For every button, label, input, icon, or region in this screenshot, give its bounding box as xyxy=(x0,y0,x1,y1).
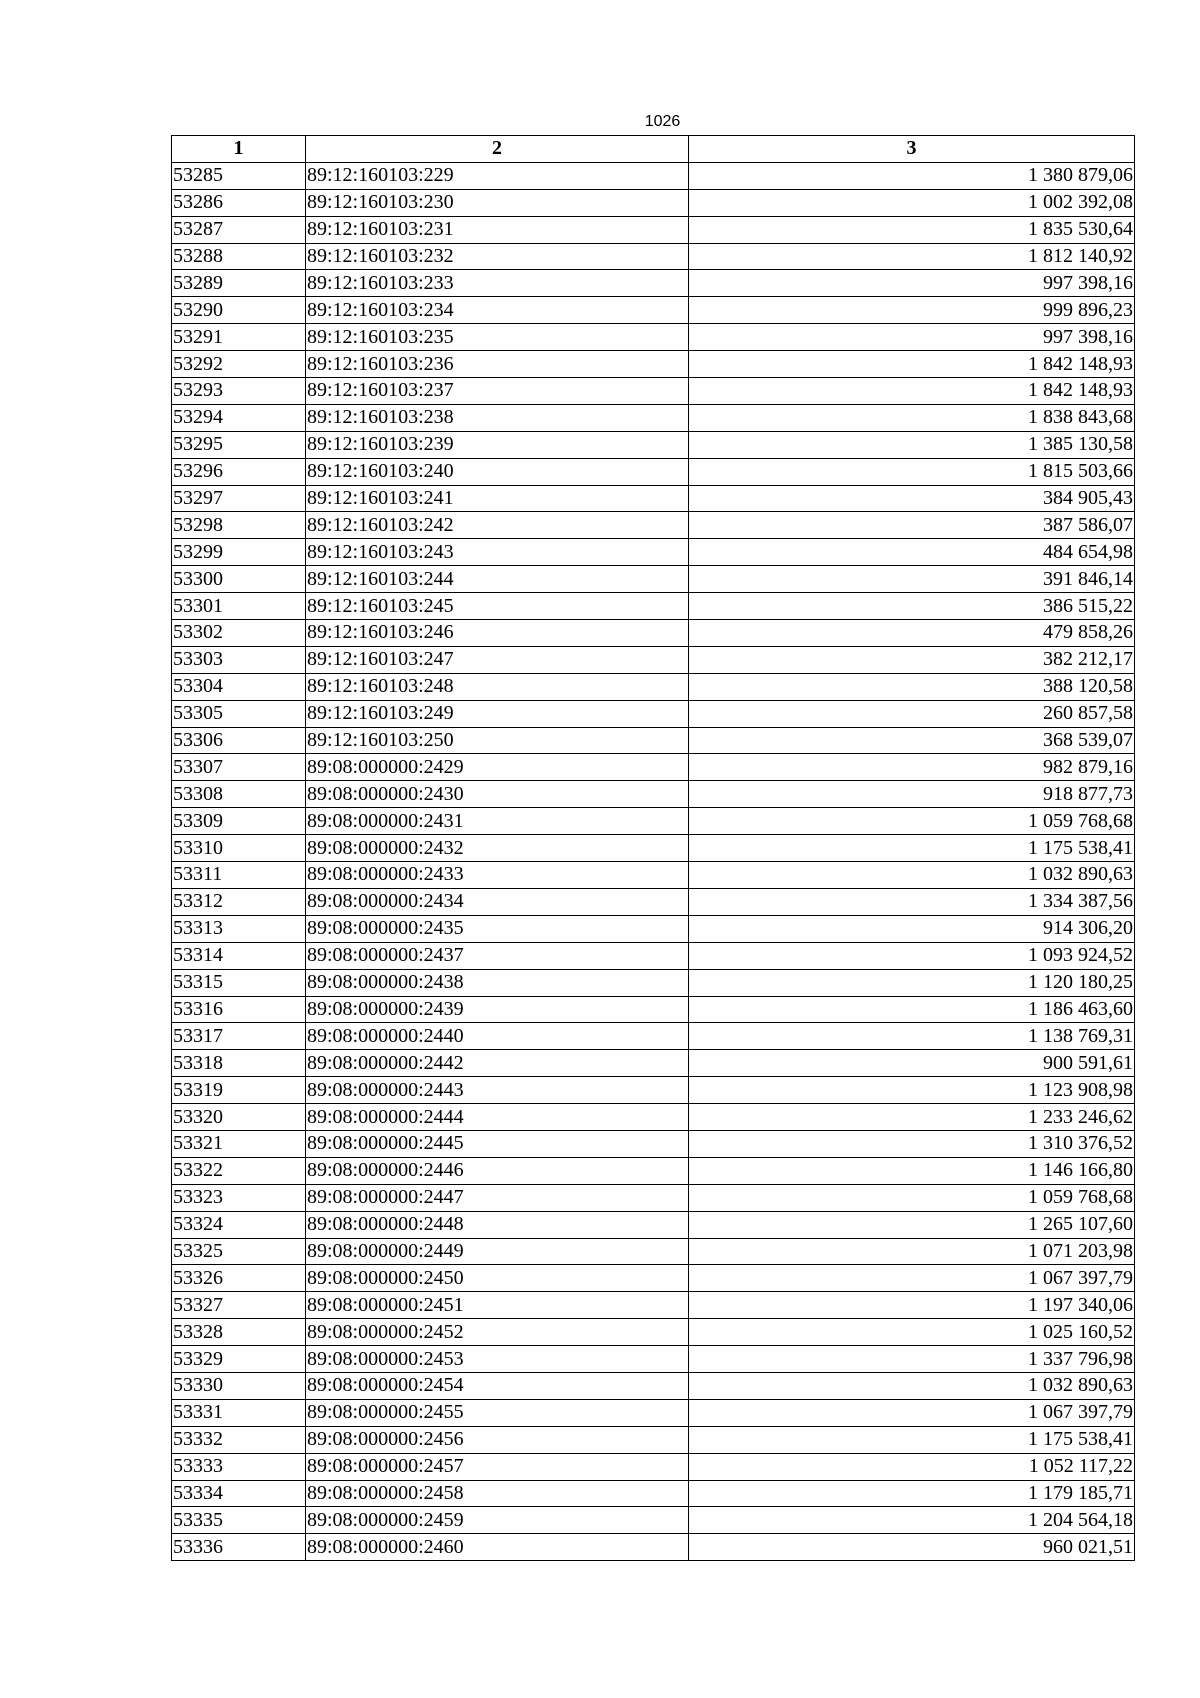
row-number-cell: 53329 xyxy=(172,1346,306,1373)
table-row xyxy=(172,270,1135,297)
cadastral-number-cell: 89:12:160103:248 xyxy=(306,673,689,700)
row-number-cell: 53299 xyxy=(172,539,306,566)
row-number-cell: 53321 xyxy=(172,1130,306,1157)
row-number-cell: 53304 xyxy=(172,673,306,700)
cadastral-number-cell: 89:08:000000:2453 xyxy=(306,1346,689,1373)
row-number-cell: 53314 xyxy=(172,942,306,969)
table-header-row xyxy=(172,136,1135,163)
column-header-1: 1 xyxy=(172,136,306,163)
row-number-cell: 53324 xyxy=(172,1211,306,1238)
page-number: 1026 xyxy=(644,113,681,130)
cadastral-number-cell: 89:12:160103:249 xyxy=(306,700,689,727)
cadastral-value-cell: 999 896,23 xyxy=(689,297,1135,324)
cadastral-value-cell: 982 879,16 xyxy=(689,754,1135,781)
cadastral-value-cell: 1 093 924,52 xyxy=(689,942,1135,969)
cadastral-value-cell: 1 265 107,60 xyxy=(689,1211,1135,1238)
table-row xyxy=(172,1130,1135,1157)
row-number-cell: 53333 xyxy=(172,1453,306,1480)
cadastral-number-cell: 89:12:160103:246 xyxy=(306,620,689,647)
table-row xyxy=(172,566,1135,593)
cadastral-number-cell: 89:12:160103:230 xyxy=(306,189,689,216)
table-row xyxy=(172,942,1135,969)
table-row xyxy=(172,1319,1135,1346)
cadastral-number-cell: 89:12:160103:247 xyxy=(306,646,689,673)
cadastral-value-cell: 260 857,58 xyxy=(689,700,1135,727)
cadastral-value-cell: 1 059 768,68 xyxy=(689,1184,1135,1211)
cadastral-number-cell: 89:08:000000:2457 xyxy=(306,1453,689,1480)
row-number-cell: 53306 xyxy=(172,727,306,754)
cadastral-value-cell: 1 025 160,52 xyxy=(689,1319,1135,1346)
table-row xyxy=(172,1507,1135,1534)
row-number-cell: 53328 xyxy=(172,1319,306,1346)
cadastral-value-cell: 1 179 185,71 xyxy=(689,1480,1135,1507)
cadastral-number-cell: 89:08:000000:2456 xyxy=(306,1426,689,1453)
table-row xyxy=(172,754,1135,781)
table-row xyxy=(172,404,1135,431)
row-number-cell: 53317 xyxy=(172,1023,306,1050)
row-number-cell: 53332 xyxy=(172,1426,306,1453)
row-number-cell: 53290 xyxy=(172,297,306,324)
table-row xyxy=(172,1534,1135,1561)
cadastral-number-cell: 89:12:160103:242 xyxy=(306,512,689,539)
cadastral-value-cell: 1 385 130,58 xyxy=(689,431,1135,458)
table-row xyxy=(172,216,1135,243)
row-number-cell: 53287 xyxy=(172,216,306,243)
cadastral-value-cell: 1 002 392,08 xyxy=(689,189,1135,216)
cadastral-value-cell: 1 815 503,66 xyxy=(689,458,1135,485)
table-row xyxy=(172,512,1135,539)
cadastral-value-cell: 1 334 387,56 xyxy=(689,888,1135,915)
column-header-3: 3 xyxy=(689,136,1135,163)
cadastral-number-cell: 89:08:000000:2449 xyxy=(306,1238,689,1265)
cadastral-value-cell: 391 846,14 xyxy=(689,566,1135,593)
cadastral-number-cell: 89:08:000000:2435 xyxy=(306,915,689,942)
cadastral-number-cell: 89:08:000000:2447 xyxy=(306,1184,689,1211)
table-row xyxy=(172,835,1135,862)
cadastral-number-cell: 89:12:160103:243 xyxy=(306,539,689,566)
cadastral-value-cell: 368 539,07 xyxy=(689,727,1135,754)
cadastral-value-cell: 1 842 148,93 xyxy=(689,378,1135,405)
table-row xyxy=(172,1157,1135,1184)
table-row xyxy=(172,996,1135,1023)
table-row xyxy=(172,1453,1135,1480)
table-row xyxy=(172,727,1135,754)
row-number-cell: 53319 xyxy=(172,1077,306,1104)
cadastral-value-cell: 1 337 796,98 xyxy=(689,1346,1135,1373)
table-row xyxy=(172,1292,1135,1319)
cadastral-value-cell: 386 515,22 xyxy=(689,593,1135,620)
cadastral-number-cell: 89:08:000000:2458 xyxy=(306,1480,689,1507)
row-number-cell: 53294 xyxy=(172,404,306,431)
cadastral-value-cell: 1 175 538,41 xyxy=(689,1426,1135,1453)
cadastral-number-cell: 89:12:160103:241 xyxy=(306,485,689,512)
cadastral-value-cell: 1 310 376,52 xyxy=(689,1130,1135,1157)
cadastral-value-cell: 382 212,17 xyxy=(689,646,1135,673)
cadastral-number-cell: 89:08:000000:2455 xyxy=(306,1399,689,1426)
table-row xyxy=(172,162,1135,189)
row-number-cell: 53297 xyxy=(172,485,306,512)
cadastral-value-cell: 1 146 166,80 xyxy=(689,1157,1135,1184)
row-number-cell: 53335 xyxy=(172,1507,306,1534)
table-row xyxy=(172,1184,1135,1211)
table-row xyxy=(172,593,1135,620)
cadastral-number-cell: 89:12:160103:231 xyxy=(306,216,689,243)
table-row xyxy=(172,324,1135,351)
cadastral-number-cell: 89:08:000000:2430 xyxy=(306,781,689,808)
cadastral-number-cell: 89:08:000000:2450 xyxy=(306,1265,689,1292)
row-number-cell: 53303 xyxy=(172,646,306,673)
row-number-cell: 53308 xyxy=(172,781,306,808)
table-row xyxy=(172,969,1135,996)
table-row xyxy=(172,539,1135,566)
cadastral-value-cell: 1 204 564,18 xyxy=(689,1507,1135,1534)
cadastral-value-cell: 1 175 538,41 xyxy=(689,835,1135,862)
cadastral-number-cell: 89:12:160103:235 xyxy=(306,324,689,351)
cadastral-value-cell: 1 067 397,79 xyxy=(689,1265,1135,1292)
cadastral-number-cell: 89:12:160103:237 xyxy=(306,378,689,405)
row-number-cell: 53312 xyxy=(172,888,306,915)
cadastral-number-cell: 89:12:160103:236 xyxy=(306,351,689,378)
row-number-cell: 53302 xyxy=(172,620,306,647)
row-number-cell: 53327 xyxy=(172,1292,306,1319)
table-row xyxy=(172,1023,1135,1050)
table-row xyxy=(172,700,1135,727)
table-row xyxy=(172,485,1135,512)
cadastral-number-cell: 89:08:000000:2432 xyxy=(306,835,689,862)
table-row xyxy=(172,189,1135,216)
table-row xyxy=(172,781,1135,808)
cadastral-value-cell: 1 835 530,64 xyxy=(689,216,1135,243)
row-number-cell: 53326 xyxy=(172,1265,306,1292)
row-number-cell: 53285 xyxy=(172,162,306,189)
row-number-cell: 53313 xyxy=(172,915,306,942)
row-number-cell: 53289 xyxy=(172,270,306,297)
cadastral-value-cell: 1 120 180,25 xyxy=(689,969,1135,996)
table-row xyxy=(172,351,1135,378)
row-number-cell: 53300 xyxy=(172,566,306,593)
cadastral-number-cell: 89:08:000000:2437 xyxy=(306,942,689,969)
row-number-cell: 53296 xyxy=(172,458,306,485)
cadastral-number-cell: 89:08:000000:2433 xyxy=(306,862,689,889)
cadastral-value-cell: 960 021,51 xyxy=(689,1534,1135,1561)
table-row xyxy=(172,1399,1135,1426)
table-row xyxy=(172,1104,1135,1131)
cadastral-number-cell: 89:08:000000:2460 xyxy=(306,1534,689,1561)
row-number-cell: 53334 xyxy=(172,1480,306,1507)
row-number-cell: 53293 xyxy=(172,378,306,405)
row-number-cell: 53298 xyxy=(172,512,306,539)
cadastral-number-cell: 89:12:160103:238 xyxy=(306,404,689,431)
cadastral-number-cell: 89:08:000000:2446 xyxy=(306,1157,689,1184)
cadastral-value-cell: 1 052 117,22 xyxy=(689,1453,1135,1480)
cadastral-value-cell: 1 197 340,06 xyxy=(689,1292,1135,1319)
cadastral-number-cell: 89:12:160103:234 xyxy=(306,297,689,324)
cadastral-value-cell: 484 654,98 xyxy=(689,539,1135,566)
table-row xyxy=(172,673,1135,700)
table-row xyxy=(172,1211,1135,1238)
row-number-cell: 53309 xyxy=(172,808,306,835)
table-row xyxy=(172,862,1135,889)
cadastral-number-cell: 89:08:000000:2438 xyxy=(306,969,689,996)
cadastral-value-cell: 1 380 879,06 xyxy=(689,162,1135,189)
cadastral-number-cell: 89:08:000000:2448 xyxy=(306,1211,689,1238)
table-row xyxy=(172,646,1135,673)
row-number-cell: 53301 xyxy=(172,593,306,620)
table-row xyxy=(172,431,1135,458)
cadastral-value-cell: 1 186 463,60 xyxy=(689,996,1135,1023)
cadastral-number-cell: 89:12:160103:240 xyxy=(306,458,689,485)
table-row xyxy=(172,243,1135,270)
cadastral-value-cell: 1 067 397,79 xyxy=(689,1399,1135,1426)
cadastral-number-cell: 89:08:000000:2442 xyxy=(306,1050,689,1077)
cadastral-value-cell: 1 842 148,93 xyxy=(689,351,1135,378)
cadastral-number-cell: 89:08:000000:2443 xyxy=(306,1077,689,1104)
cadastral-number-cell: 89:12:160103:250 xyxy=(306,727,689,754)
cadastral-number-cell: 89:12:160103:239 xyxy=(306,431,689,458)
cadastral-value-cell: 1 032 890,63 xyxy=(689,1372,1135,1399)
row-number-cell: 53310 xyxy=(172,835,306,862)
table-row xyxy=(172,620,1135,647)
table-row xyxy=(172,458,1135,485)
cadastral-value-cell: 1 138 769,31 xyxy=(689,1023,1135,1050)
cadastral-value-cell: 1 123 908,98 xyxy=(689,1077,1135,1104)
cadastral-value-cell: 1 233 246,62 xyxy=(689,1104,1135,1131)
cadastral-number-cell: 89:12:160103:233 xyxy=(306,270,689,297)
row-number-cell: 53322 xyxy=(172,1157,306,1184)
cadastral-value-cell: 479 858,26 xyxy=(689,620,1135,647)
cadastral-value-cell: 997 398,16 xyxy=(689,324,1135,351)
row-number-cell: 53292 xyxy=(172,351,306,378)
table-row xyxy=(172,1346,1135,1373)
table-row xyxy=(172,1426,1135,1453)
cadastral-number-cell: 89:08:000000:2451 xyxy=(306,1292,689,1319)
row-number-cell: 53288 xyxy=(172,243,306,270)
row-number-cell: 53305 xyxy=(172,700,306,727)
table-row xyxy=(172,297,1135,324)
cadastral-number-cell: 89:12:160103:244 xyxy=(306,566,689,593)
table-row xyxy=(172,915,1135,942)
cadastral-value-cell: 918 877,73 xyxy=(689,781,1135,808)
cadastral-value-cell: 1 838 843,68 xyxy=(689,404,1135,431)
cadastral-number-cell: 89:12:160103:229 xyxy=(306,162,689,189)
table-row xyxy=(172,808,1135,835)
cadastral-value-cell: 384 905,43 xyxy=(689,485,1135,512)
cadastral-number-cell: 89:08:000000:2444 xyxy=(306,1104,689,1131)
cadastral-value-cell: 1 812 140,92 xyxy=(689,243,1135,270)
cadastral-value-cell: 997 398,16 xyxy=(689,270,1135,297)
row-number-cell: 53336 xyxy=(172,1534,306,1561)
table-row xyxy=(172,1077,1135,1104)
table-row xyxy=(172,888,1135,915)
cadastral-value-cell: 914 306,20 xyxy=(689,915,1135,942)
table-row xyxy=(172,1238,1135,1265)
cadastral-number-cell: 89:08:000000:2429 xyxy=(306,754,689,781)
table-row xyxy=(172,1265,1135,1292)
row-number-cell: 53318 xyxy=(172,1050,306,1077)
cadastral-number-cell: 89:08:000000:2452 xyxy=(306,1319,689,1346)
cadastral-value-cell: 388 120,58 xyxy=(689,673,1135,700)
cadastral-number-cell: 89:08:000000:2440 xyxy=(306,1023,689,1050)
table-row xyxy=(172,1480,1135,1507)
table-row xyxy=(172,1372,1135,1399)
table-row xyxy=(172,378,1135,405)
row-number-cell: 53330 xyxy=(172,1372,306,1399)
row-number-cell: 53320 xyxy=(172,1104,306,1131)
row-number-cell: 53295 xyxy=(172,431,306,458)
cadastral-number-cell: 89:08:000000:2454 xyxy=(306,1372,689,1399)
cadastral-value-cell: 900 591,61 xyxy=(689,1050,1135,1077)
cadastral-value-cell: 1 071 203,98 xyxy=(689,1238,1135,1265)
row-number-cell: 53307 xyxy=(172,754,306,781)
cadastral-value-cell: 1 059 768,68 xyxy=(689,808,1135,835)
row-number-cell: 53316 xyxy=(172,996,306,1023)
cadastral-number-cell: 89:08:000000:2439 xyxy=(306,996,689,1023)
cadastral-value-cell: 1 032 890,63 xyxy=(689,862,1135,889)
cadastral-number-cell: 89:08:000000:2434 xyxy=(306,888,689,915)
row-number-cell: 53286 xyxy=(172,189,306,216)
cadastral-value-table xyxy=(171,135,1135,1561)
cadastral-value-cell: 387 586,07 xyxy=(689,512,1135,539)
row-number-cell: 53311 xyxy=(172,862,306,889)
table-body xyxy=(172,162,1135,1560)
table-row xyxy=(172,1050,1135,1077)
row-number-cell: 53315 xyxy=(172,969,306,996)
cadastral-number-cell: 89:08:000000:2431 xyxy=(306,808,689,835)
cadastral-number-cell: 89:12:160103:245 xyxy=(306,593,689,620)
column-header-2: 2 xyxy=(306,136,689,163)
cadastral-number-cell: 89:08:000000:2459 xyxy=(306,1507,689,1534)
row-number-cell: 53323 xyxy=(172,1184,306,1211)
cadastral-number-cell: 89:08:000000:2445 xyxy=(306,1130,689,1157)
row-number-cell: 53331 xyxy=(172,1399,306,1426)
cadastral-number-cell: 89:12:160103:232 xyxy=(306,243,689,270)
row-number-cell: 53325 xyxy=(172,1238,306,1265)
row-number-cell: 53291 xyxy=(172,324,306,351)
